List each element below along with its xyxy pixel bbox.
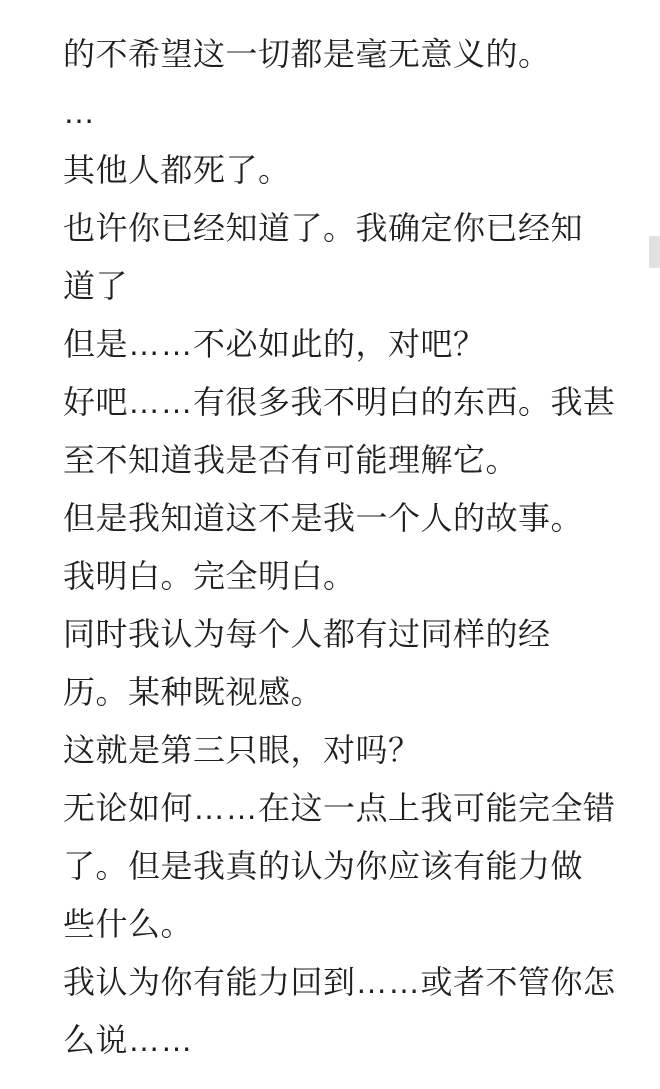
text-line: 其他人都死了。 (63, 152, 291, 188)
scrollbar-thumb[interactable] (649, 236, 660, 268)
text-line: 道了 (63, 268, 129, 304)
text-line: 的不希望这一切都是毫无意义的。 (63, 36, 551, 72)
text-line: 但是……不必如此的，对吧？ (63, 326, 486, 362)
text-line: 些什么。 (63, 906, 194, 942)
text-line: 也许你已经知道了。我确定你已经知 (63, 210, 584, 246)
text-line: 我明白。完全明白。 (63, 558, 356, 594)
text-line-ellipsis: … (63, 94, 96, 130)
text-line: 同时我认为每个人都有过同样的经 (63, 616, 551, 652)
text-line: 历。某种既视感。 (63, 674, 324, 710)
text-line: 至不知道我是否有可能理解它。 (63, 442, 519, 478)
text-line: 好吧……有很多我不明白的东西。我甚 (63, 384, 616, 420)
text-line: 我认为你有能力回到……或者不管你怎 (63, 964, 616, 1000)
text-line: 了。但是我真的认为你应该有能力做 (63, 848, 584, 884)
text-line: 这就是第三只眼，对吗？ (63, 732, 421, 768)
text-line: 么说…… (63, 1022, 194, 1058)
text-line: 但是我知道这不是我一个人的故事。 (63, 500, 584, 536)
dialogue-text (63, 25, 616, 1069)
text-line: 无论如何……在这一点上我可能完全错 (63, 790, 616, 826)
